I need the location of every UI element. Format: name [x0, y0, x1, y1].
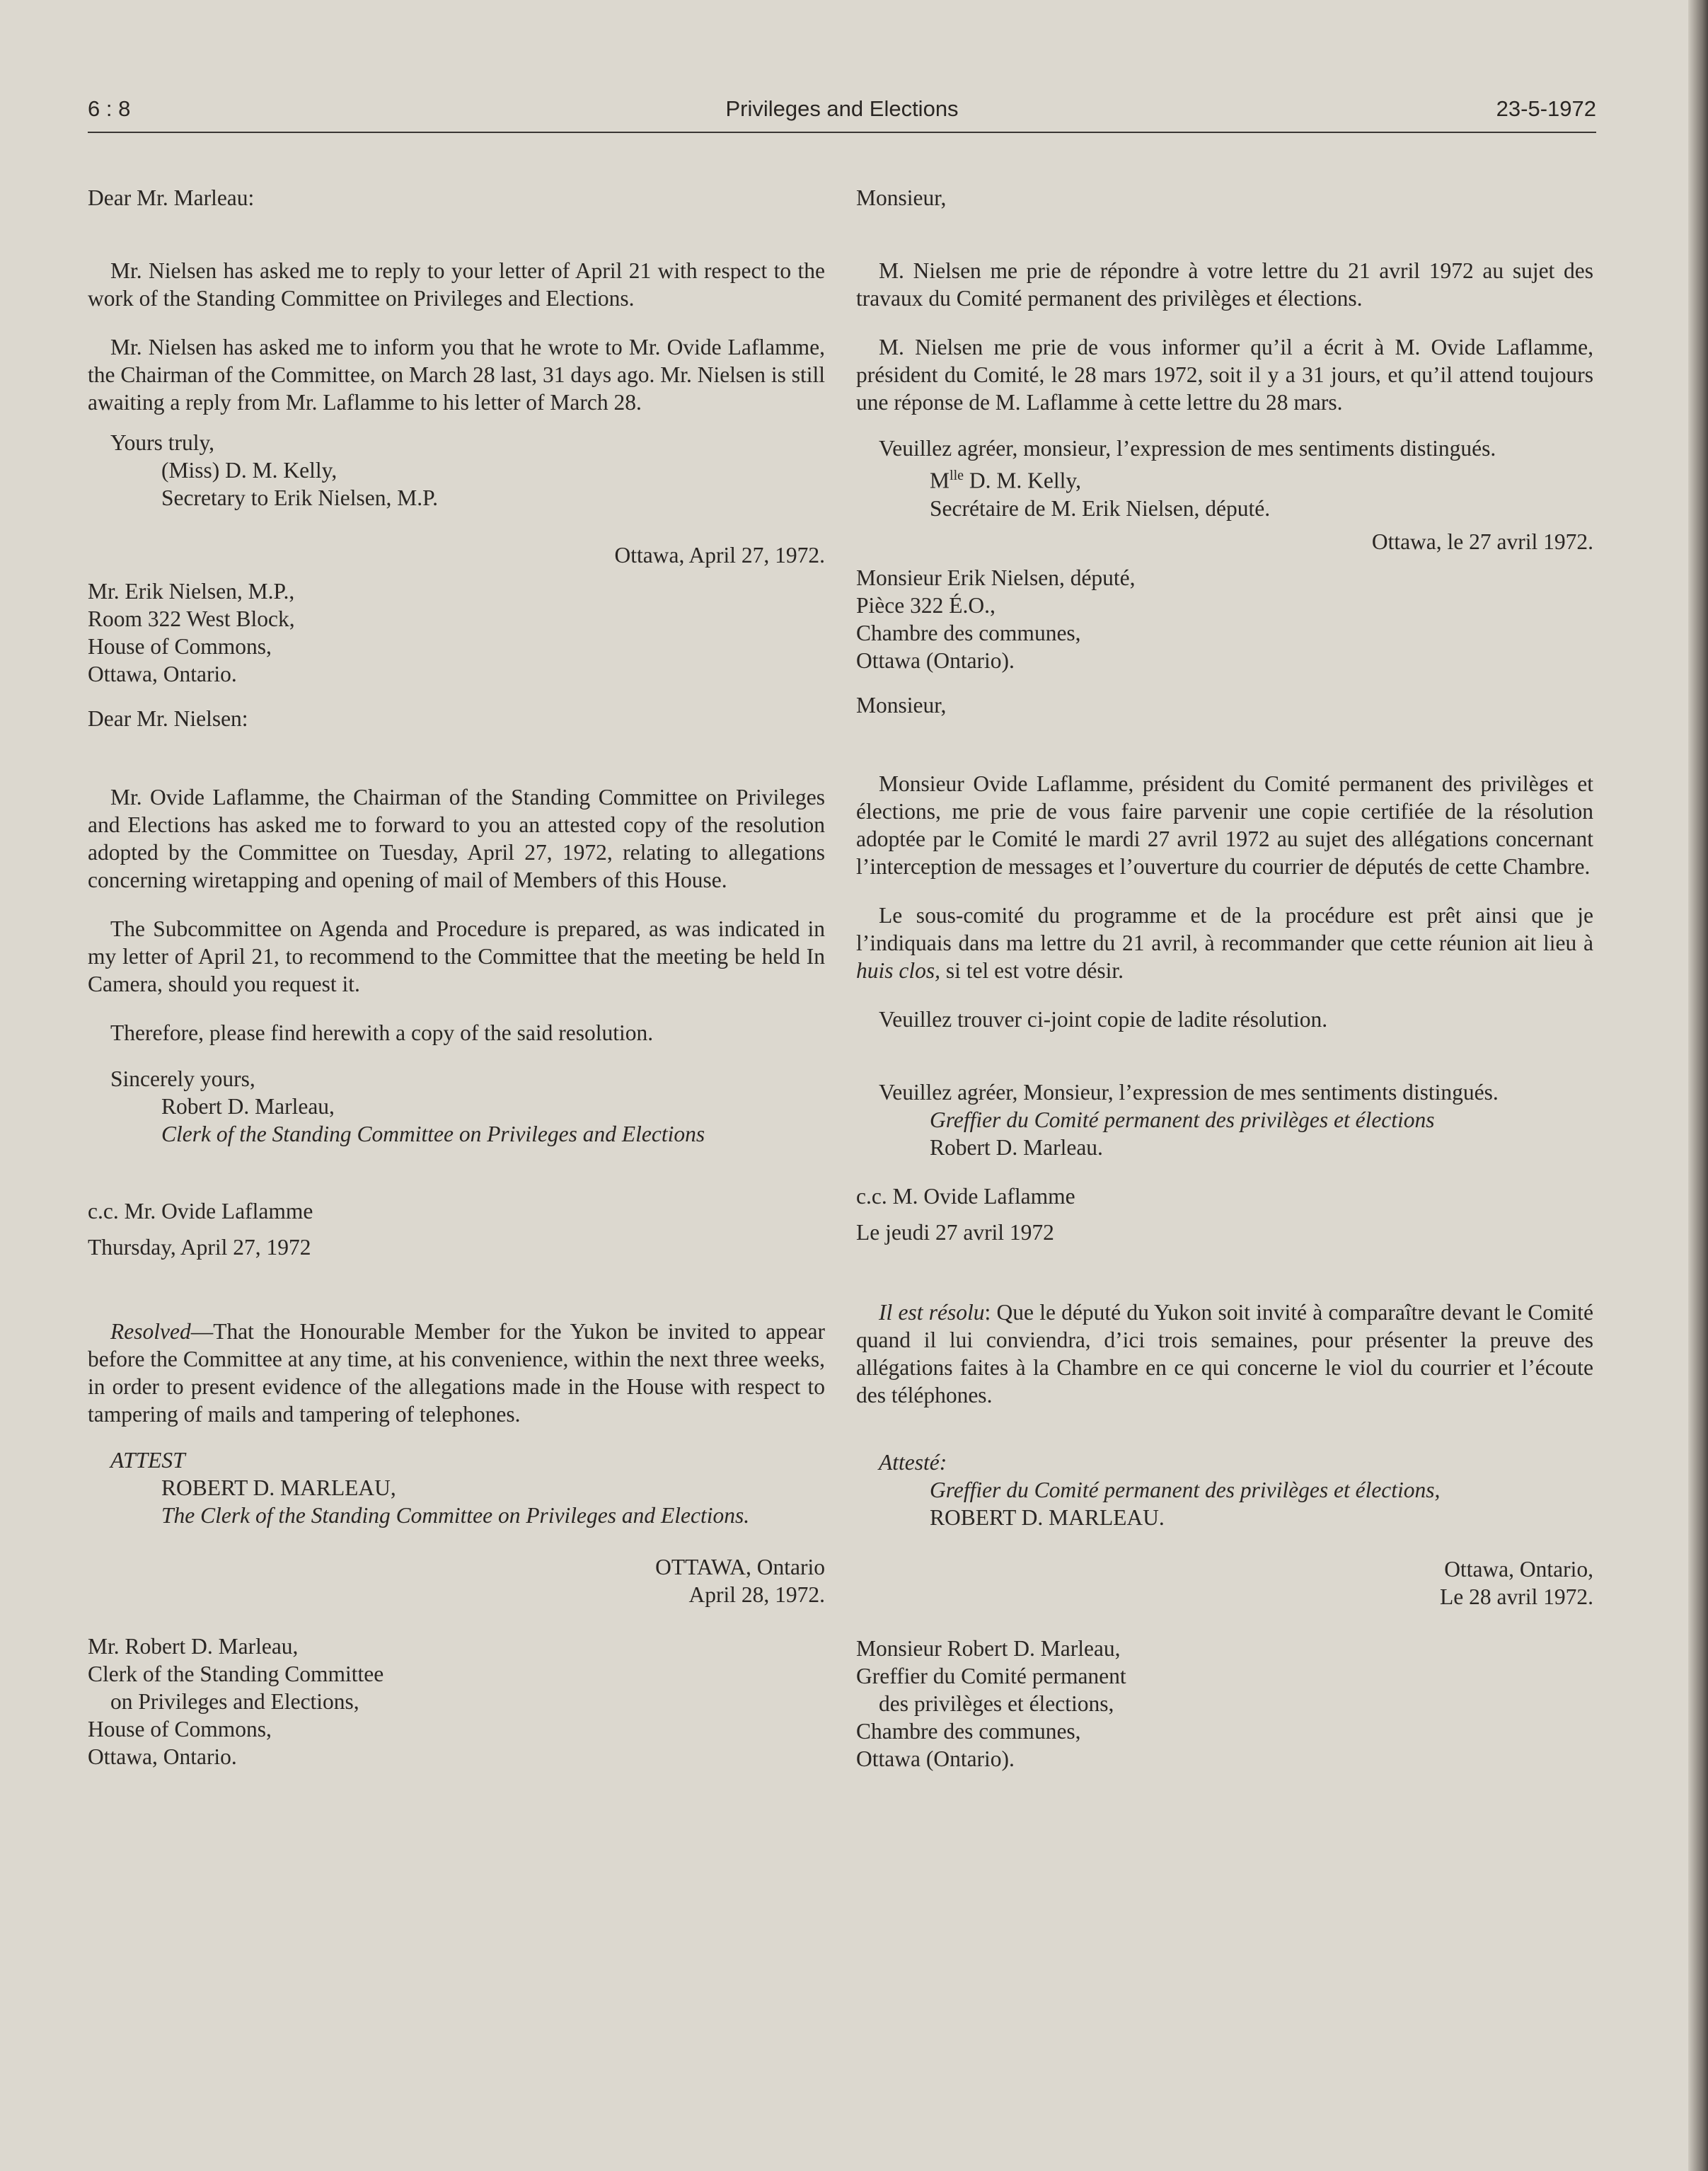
address-block — [88, 1632, 825, 1770]
place-date: Ottawa, le 27 avril 1972. — [1371, 529, 1593, 554]
closing: Veuillez agréer, Monsieur, l’expression de mes sentiments distingués. — [879, 1079, 1499, 1105]
attest-title: Greffier du Comité permanent des privilèges et élections, — [930, 1477, 1441, 1502]
signer-title: Greffier du Comité permanent des privilèges et élections — [930, 1107, 1435, 1132]
paragraph: M. Nielsen me prie de répondre à votre lettre du 21 avril 1972 au sujet des travaux du Comité permanent des privilèges et élections. — [856, 258, 1593, 311]
salutation: Monsieur, — [856, 185, 947, 210]
address-line: Monsieur Robert D. Marleau, — [856, 1635, 1121, 1661]
paragraph: The Subcommittee on Agenda and Procedure is prepared, as was indicated in my letter of April 21, to recommend to the Committee that the meeting be held In Camera, should you request it. — [88, 916, 825, 996]
cc-line: c.c. Mr. Ovide Laflamme — [88, 1199, 313, 1223]
page-binding-edge — [1688, 0, 1708, 2171]
paragraph: M. Nielsen me prie de vous informer qu’il a écrit à M. Ovide Laflamme, président du Comité, le 28 mars 1972, soit il y a 31 jours, et qu’il attend toujours une réponse de M. Laflamme à cette lettre du 28 mars. — [856, 335, 1593, 415]
resolution: Il est résolu: Que le député du Yukon soit invité à comparaître devant le Comité quand il lui conviendra, d’ici trois semaines, pour présenter la preuve des allégations faites à la Chambre en ce qui concerne le viol du courrier et l’écoute des téléphones. — [856, 1299, 1594, 1407]
address-line: Mr. Erik Nielsen, M.P., — [88, 579, 295, 604]
place-date: Ottawa, April 27, 1972. — [614, 543, 825, 568]
attest-name: ROBERT D. MARLEAU. — [930, 1504, 1165, 1530]
cc-line: c.c. M. Ovide Laflamme — [856, 1183, 1075, 1209]
address-line: Ottawa, Ontario. — [88, 1744, 237, 1769]
attest-label: ATTEST — [110, 1448, 185, 1473]
paragraph: Monsieur Ovide Laflamme, président du Comité permanent des privilèges et élections, me prie de vous faire parvenir une copie certifiée de la résolution adoptée par le Comité le mardi 27 avril 1972 au sujet des allégations concernant l’interception de messages et l’ouverture du courrier de députés de cette Chambre. — [856, 771, 1593, 879]
attest-title: The Clerk of the Standing Committee on Privileges and Elections. — [161, 1503, 750, 1528]
address-line: Pièce 322 É.O., — [856, 592, 996, 618]
french-column — [856, 184, 1593, 1773]
closing: Yours truly, — [110, 430, 215, 455]
attest-label: Attesté: — [879, 1449, 947, 1475]
place-line: OTTAWA, Ontario — [655, 1555, 825, 1579]
address-line: House of Commons, — [88, 1717, 272, 1741]
address-line: des privilèges et élections, — [879, 1691, 1114, 1716]
paragraph: Mr. Nielsen has asked me to inform you that he wrote to Mr. Ovide Laflamme, the Chairman of the Committee, on March 28 last, 31 days ago. Mr. Nielsen is still awaiting a reply from Mr. Laflamme to his letter of March 28. — [88, 335, 825, 415]
address-line: Ottawa (Ontario). — [856, 647, 1015, 673]
address-line: Ottawa (Ontario). — [856, 1746, 1015, 1771]
running-title: Privileges and Elections — [725, 96, 959, 121]
salutation: Dear Mr. Nielsen: — [88, 706, 248, 731]
address-line: Ottawa, Ontario. — [88, 662, 237, 686]
signer-name: Robert D. Marleau. — [930, 1134, 1103, 1160]
closing: Sincerely yours, — [110, 1066, 255, 1091]
address-line: Monsieur Erik Nielsen, député, — [856, 565, 1136, 590]
signer-title: Secretary to Erik Nielsen, M.P. — [161, 485, 439, 510]
place-line: Ottawa, Ontario, — [1444, 1556, 1593, 1582]
address-line: Greffier du Comité permanent — [856, 1663, 1126, 1688]
date-line: April 28, 1972. — [688, 1582, 825, 1607]
address-line: on Privileges and Elections, — [110, 1689, 359, 1714]
closing: Veuillez agréer, monsieur, l’expression de mes sentiments distingués. — [879, 436, 1496, 461]
signer-title: Clerk of the Standing Committee on Privileges and Elections — [161, 1122, 705, 1146]
address-line: Chambre des communes, — [856, 1718, 1081, 1744]
paragraph: Mr. Ovide Laflamme, the Chairman of the Standing Committee on Privileges and Elections has asked me to forward to you an attested copy of the resolution adopted by the Committee on Tuesday, April 27, 1972, relating to allegations concerning wiretapping and opening of mail of Members of this House. — [88, 785, 825, 892]
english-column — [88, 184, 825, 1770]
salutation: Dear Mr. Marleau: — [88, 185, 255, 210]
salutation: Monsieur, — [856, 692, 947, 718]
address-block — [88, 577, 825, 688]
signer-name: Robert D. Marleau, — [161, 1094, 335, 1119]
address-line: Chambre des communes, — [856, 620, 1081, 645]
issue-date: 23-5-1972 — [1496, 96, 1596, 121]
attest-name: ROBERT D. MARLEAU, — [161, 1475, 396, 1500]
signer-name: (Miss) D. M. Kelly, — [161, 458, 337, 483]
signer-name: $M^{lle}$ D. M. Kelly, — [930, 468, 1081, 493]
address-line: House of Commons, — [88, 634, 272, 659]
date-line: Le 28 avril 1972. — [1440, 1584, 1593, 1609]
address-line: Clerk of the Standing Committee — [88, 1662, 384, 1686]
address-line: Mr. Robert D. Marleau, — [88, 1634, 299, 1659]
paragraph: Le sous-comité du programme et de la procédure est prêt ainsi que je l’indiquais dans ma lettre du 21 avril, à recommander que cette réunion ait lieu à huis clos, si tel est votre désir. — [856, 902, 1593, 983]
page-header — [88, 96, 1596, 133]
date-line: Thursday, April 27, 1972 — [88, 1235, 311, 1260]
address-line: Room 322 West Block, — [88, 606, 295, 631]
page-number: 6 : 8 — [88, 96, 131, 121]
paragraph: Mr. Nielsen has asked me to reply to your letter of April 21 with respect to the work of the Standing Committee on Privileges and Elections. — [88, 258, 825, 311]
signer-title: Secrétaire de M. Erik Nielsen, député. — [930, 495, 1271, 521]
address-block — [856, 1635, 1593, 1773]
resolution: Resolved—That the Honourable Member for the Yukon be invited to appear before the Committee at any time, at his convenience, within the next three weeks, in order to present evidence of the allegations made in the House with respect to tampering of mails and tampering of telephones. — [88, 1319, 825, 1427]
paragraph: Veuillez trouver ci-joint copie de ladite résolution. — [879, 1006, 1328, 1032]
paragraph: Therefore, please find herewith a copy of the said resolution. — [110, 1020, 654, 1045]
address-block — [856, 564, 1593, 674]
date-line: Le jeudi 27 avril 1972 — [856, 1219, 1054, 1245]
